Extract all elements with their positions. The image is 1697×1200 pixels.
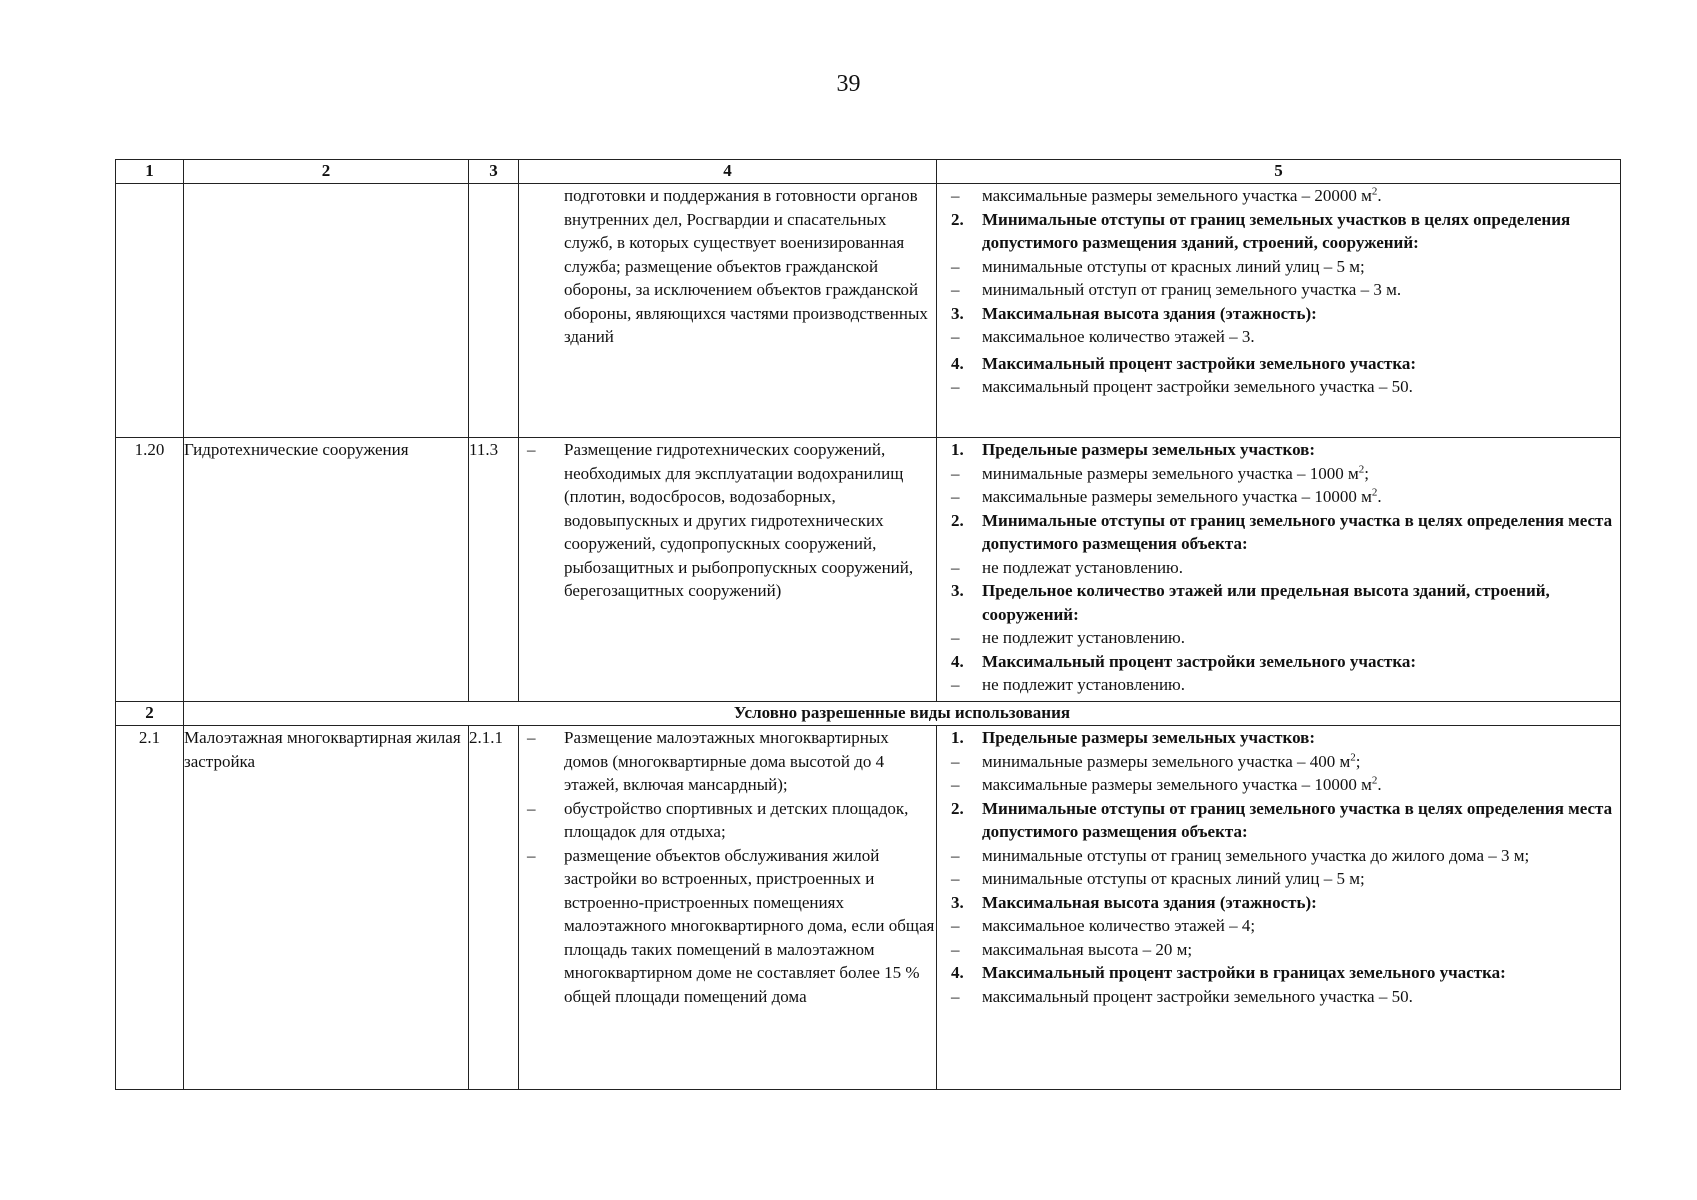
parameter-text: минимальный отступ от границ земельного участка – 3 м.	[982, 280, 1402, 299]
unit-exponent: 2	[1371, 486, 1378, 499]
parameter-item	[937, 673, 1620, 697]
item-mark: 1.	[951, 728, 964, 747]
item-mark: 2.	[951, 798, 964, 818]
description-item	[519, 184, 936, 349]
parameter-heading	[937, 302, 1620, 326]
parameter-text-wrap	[982, 650, 1620, 674]
parameter-text: максимальный процент застройки земельного участка – 50.	[982, 986, 1413, 1006]
description-text: Размещение малоэтажных многоквартирных домов (многоквартирные дома высотой до 4 этажей, включая мансардный);	[564, 728, 889, 794]
parameter-text: максимальный процент застройки земельного участка – 50.	[982, 377, 1413, 396]
use-code-cell: 11.3	[469, 438, 519, 702]
parameter-text-wrap	[982, 352, 1620, 376]
parameter-heading	[937, 509, 1620, 556]
parameter-text: не подлежит установлению.	[982, 628, 1186, 647]
parameter-heading	[937, 579, 1620, 626]
parameter-text: Предельные размеры земельных участков:	[982, 728, 1316, 747]
item-mark: –	[951, 939, 960, 959]
bullet-mark	[519, 184, 564, 349]
parameter-text-wrap	[982, 773, 1620, 797]
parameter-text-wrap	[982, 579, 1620, 626]
item-mark: –	[951, 463, 960, 483]
bullet-mark: –	[527, 440, 536, 459]
use-name-cell	[184, 184, 469, 438]
unit-exponent: 2	[1371, 774, 1378, 787]
parameter-text-wrap	[982, 556, 1620, 580]
punctuation: ;	[1364, 463, 1369, 483]
punctuation: .	[1377, 186, 1382, 205]
description-item	[519, 844, 936, 1009]
header-cell-5: 5	[937, 160, 1621, 184]
punctuation: .	[1377, 487, 1382, 506]
item-mark: –	[951, 186, 960, 205]
parameter-text: минимальные размеры земельного участка – 400 м	[982, 751, 1351, 771]
header-cell-2: 2	[184, 160, 469, 184]
parameter-text-wrap	[982, 961, 1620, 985]
parameter-heading	[937, 208, 1620, 255]
parameter-text: минимальные отступы от границ земельного участка до жилого дома – 3 м;	[982, 845, 1530, 865]
item-mark: 3.	[951, 303, 964, 323]
parameter-text-wrap	[982, 462, 1620, 486]
use-name-cell: Малоэтажная многоквартирная жилая застройка	[184, 726, 469, 1090]
item-mark: 4.	[951, 353, 964, 373]
parameter-text-wrap	[982, 750, 1620, 774]
item-mark: –	[951, 675, 960, 694]
use-code-cell: 2.1.1	[469, 726, 519, 1090]
parameter-text: максимальное количество этажей – 4;	[982, 916, 1256, 935]
parameter-text: максимальные размеры земельного участка – 10000 м	[982, 487, 1372, 506]
parameter-text: Минимальные отступы от границ земельного участка в целях определения места допустимого размещения объекта:	[982, 798, 1613, 841]
parameter-item	[937, 485, 1620, 509]
item-mark: –	[951, 377, 960, 396]
parameter-text-wrap	[982, 626, 1620, 650]
item-mark: –	[951, 751, 960, 771]
row-number-cell: 1.20	[116, 438, 184, 702]
parameter-heading	[937, 797, 1620, 844]
unit-exponent: 2	[1371, 185, 1378, 198]
description-cell	[519, 726, 937, 1090]
parameter-heading	[937, 650, 1620, 674]
parameter-text: не подлежат установлению.	[982, 557, 1184, 577]
description-text: подготовки и поддержания в готовности органов внутренних дел, Росгвардии и спасательных служб, в которых существует военизированная служба; размещение объектов гражданской обороны, за исключением объектов гражданской обороны, являющихся частями производственных зданий	[564, 186, 928, 346]
parameter-text-wrap	[982, 509, 1620, 556]
parameter-item	[937, 938, 1620, 962]
unit-exponent: 2	[1350, 750, 1356, 763]
row-number-cell: 2.1	[116, 726, 184, 1090]
parameters-cell	[937, 726, 1621, 1090]
parameter-text-wrap	[982, 673, 1620, 697]
punctuation: ;	[1355, 751, 1361, 771]
item-mark: 3.	[951, 892, 964, 912]
description-cell	[519, 438, 937, 702]
parameter-text: максимальные размеры земельного участка – 20000 м	[982, 186, 1372, 205]
parameter-text-wrap	[982, 891, 1620, 915]
parameter-heading	[937, 891, 1620, 915]
parameter-text: Максимальный процент застройки в границах земельного участка:	[982, 963, 1506, 982]
item-mark: –	[951, 869, 960, 888]
item-mark: 3.	[951, 581, 964, 600]
parameter-item	[937, 985, 1620, 1009]
item-mark: –	[951, 280, 960, 299]
parameters-cell	[937, 184, 1621, 438]
parameter-text-wrap	[982, 485, 1620, 509]
parameter-item	[937, 375, 1620, 399]
parameter-item	[937, 462, 1620, 486]
parameter-text-wrap	[982, 985, 1620, 1009]
parameter-text: Максимальная высота здания (этажность):	[982, 892, 1317, 912]
parameter-text: минимальные отступы от красных линий улиц – 5 м;	[982, 869, 1365, 888]
description-item	[519, 726, 936, 797]
item-mark: 2.	[951, 510, 964, 530]
use-code-cell	[469, 184, 519, 438]
item-mark: –	[951, 557, 960, 577]
description-cell	[519, 184, 937, 438]
section-title-cell: Условно разрешенные виды использования	[184, 702, 1621, 726]
bullet-mark: –	[527, 798, 536, 818]
parameter-item	[937, 255, 1620, 279]
header-row	[116, 160, 1621, 184]
parameter-text: Минимальные отступы от границ земельных участков в целях определения допустимого размещения зданий, строений, сооружений:	[982, 209, 1571, 252]
parameter-item	[937, 626, 1620, 650]
item-mark: 4.	[951, 651, 964, 671]
description-text: обустройство спортивных и детских площадок, площадок для отдыха;	[564, 798, 909, 841]
item-mark: –	[951, 845, 960, 865]
parameter-text: минимальные размеры земельного участка – 1000 м	[982, 463, 1359, 483]
parameter-text-wrap	[982, 938, 1620, 962]
parameter-text: максимальное количество этажей – 3.	[982, 327, 1255, 346]
bullet-mark: –	[527, 845, 536, 865]
parameter-text-wrap	[982, 844, 1620, 868]
regulations-table	[115, 159, 1621, 1090]
item-mark: 2.	[951, 209, 964, 229]
table-row	[116, 184, 1621, 438]
section-number-cell: 2	[116, 702, 184, 726]
parameter-heading	[937, 726, 1620, 750]
item-mark: –	[951, 487, 960, 506]
item-mark: –	[951, 775, 960, 794]
parameter-item	[937, 844, 1620, 868]
parameter-text-wrap	[982, 278, 1620, 302]
parameter-heading	[937, 961, 1620, 985]
description-text: Размещение гидротехнических сооружений, необходимых для эксплуатации водохранилищ (плотин, водосбросов, водозаборных, водовыпускных и других гидротехнических сооружений, судопропускных сооружений, рыбозащитных и рыбопропускных сооружений, берегозащитных сооружений)	[564, 440, 914, 600]
use-name-cell: Гидротехнические сооружения	[184, 438, 469, 702]
header-cell-4: 4	[519, 160, 937, 184]
parameter-text-wrap	[982, 914, 1620, 938]
parameter-item	[937, 750, 1620, 774]
description-item	[519, 438, 936, 603]
row-number-cell	[116, 184, 184, 438]
item-mark: 1.	[951, 440, 964, 459]
bullet-mark: –	[527, 728, 536, 747]
item-mark: –	[951, 327, 960, 346]
parameter-item	[937, 914, 1620, 938]
parameter-text-wrap	[982, 184, 1620, 208]
table-body	[116, 184, 1621, 1090]
parameter-text: Предельное количество этажей или предельная высота зданий, строений, сооружений:	[982, 581, 1550, 624]
parameter-text: минимальные отступы от красных линий улиц – 5 м;	[982, 256, 1365, 276]
parameter-item	[937, 867, 1620, 891]
item-mark: –	[951, 986, 960, 1006]
parameter-item	[937, 278, 1620, 302]
unit-exponent: 2	[1358, 462, 1365, 475]
description-item	[519, 797, 936, 844]
item-mark: –	[951, 256, 960, 276]
parameter-text-wrap	[982, 438, 1620, 462]
item-mark: –	[951, 916, 960, 935]
parameter-text-wrap	[982, 797, 1620, 844]
parameter-text: Минимальные отступы от границ земельного участка в целях определения места допустимого размещения объекта:	[982, 510, 1613, 553]
punctuation: .	[1377, 775, 1382, 794]
parameter-item	[937, 773, 1620, 797]
parameter-text-wrap	[982, 325, 1620, 349]
header-cell-1: 1	[116, 160, 184, 184]
table-row	[116, 726, 1621, 1090]
parameter-text: Максимальная высота здания (этажность):	[982, 303, 1317, 323]
page-number: 39	[836, 71, 861, 97]
parameter-text: максимальные размеры земельного участка – 10000 м	[982, 775, 1372, 794]
parameter-heading	[937, 352, 1620, 376]
parameter-text: Максимальный процент застройки земельного участка:	[982, 651, 1417, 671]
parameter-text: не подлежит установлению.	[982, 675, 1186, 694]
header-cell-3: 3	[469, 160, 519, 184]
table-row	[116, 438, 1621, 702]
parameter-text: Предельные размеры земельных участков:	[982, 440, 1316, 459]
parameter-text-wrap	[982, 208, 1620, 255]
parameter-text-wrap	[982, 726, 1620, 750]
parameter-item	[937, 184, 1620, 208]
description-text: размещение объектов обслуживания жилой застройки во встроенных, пристроенных и встроенно-пристроенных помещениях малоэтажного многоквартирного дома, если общая площадь таких помещений в малоэтажном многоквартирном доме не составляет более 15 % общей площади помещений дома	[564, 845, 935, 1006]
parameter-text: Максимальный процент застройки земельного участка:	[982, 353, 1417, 373]
parameter-text-wrap	[982, 867, 1620, 891]
parameter-text-wrap	[982, 302, 1620, 326]
parameter-item	[937, 556, 1620, 580]
item-mark: –	[951, 628, 960, 647]
parameters-cell	[937, 438, 1621, 702]
parameter-text-wrap	[982, 375, 1620, 399]
parameter-text-wrap	[982, 255, 1620, 279]
item-mark: 4.	[951, 963, 964, 982]
parameter-item	[937, 325, 1620, 349]
parameter-heading	[937, 438, 1620, 462]
parameter-text: максимальная высота – 20 м;	[982, 939, 1193, 959]
section-row	[116, 702, 1621, 726]
